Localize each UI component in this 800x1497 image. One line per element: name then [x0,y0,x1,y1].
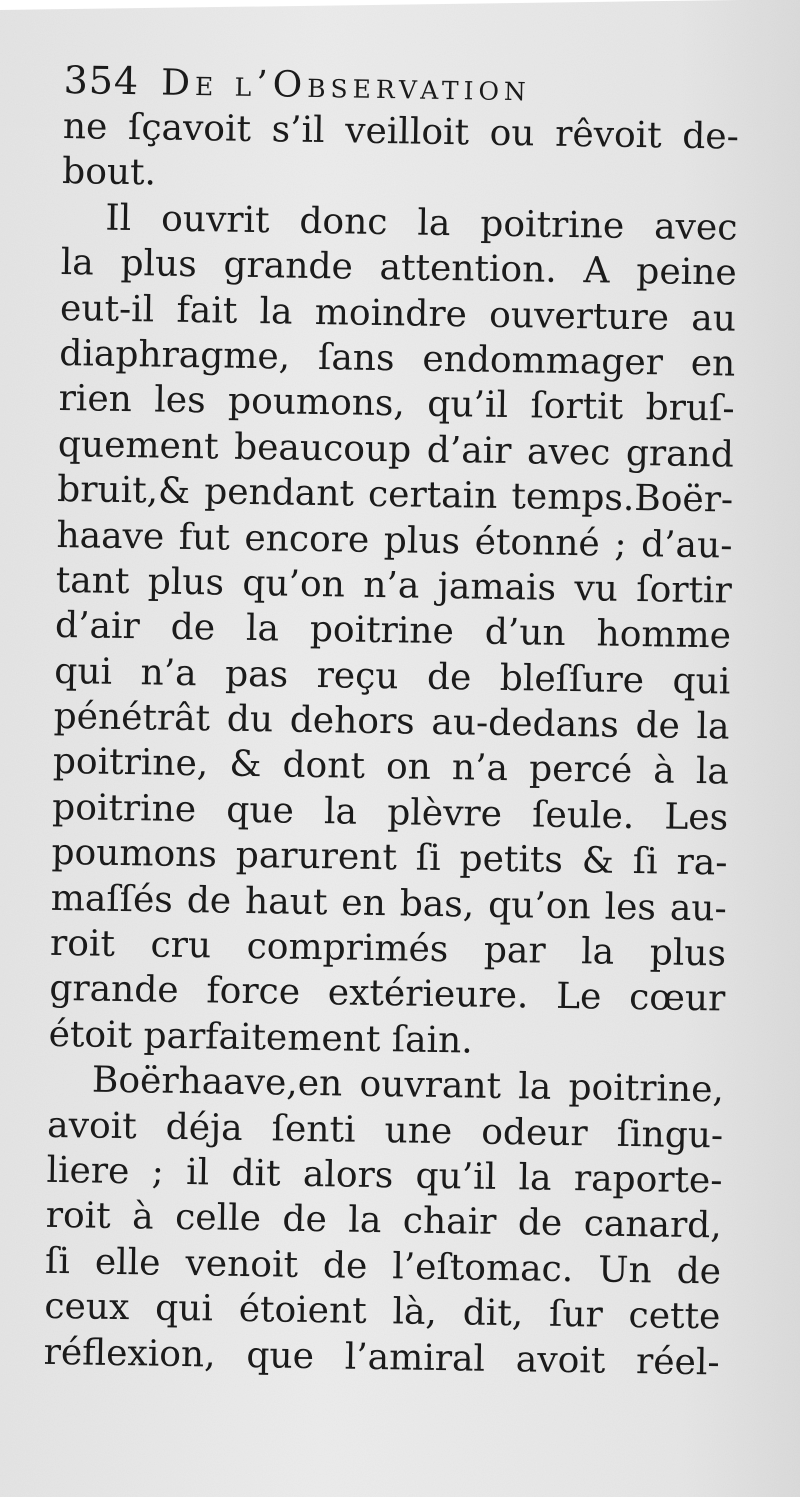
text-line: avoit déja ſenti une odeur ſingu- [46,1104,724,1157]
text-line: eut-il fait la moindre ouverture au [59,287,737,340]
text-line: maſſés de haut en bas, qu’on les au- [50,877,728,930]
text-line: rien les poumons, qu’il ſortit bruſ- [58,378,735,430]
text-line: haave fut encore plus étonné ; d’au- [56,514,733,567]
text-line: qui n’a pas reçu de bleſſure qui [54,650,731,703]
text-line: poitrine, & dont on n’a percé à la [52,741,730,793]
text-line: diaphragme, ſans endommager en [59,332,736,385]
text-line: ne ſçavoit s’il veilloit ou rêvoit de- [62,105,740,158]
text-line: ceux qui étoient là, dit, ſur cette [44,1286,721,1338]
text-line: bruit,& pendant certain temps.Boër- [56,469,734,521]
text-line: pénétrât du dehors au-dedans de la [53,695,730,748]
text-line: bout. [61,151,157,194]
text-line: réflexion, que l’amiral avoit réel- [43,1331,720,1384]
text-line: tant plus qu’on n’a jamais vu ſortir [55,559,733,612]
text-line: d’air de la poitrine d’un homme [54,605,732,657]
body-text [43,104,739,1385]
text-line: grande force extérieure. Le cœur [49,968,726,1020]
book-page-text [43,58,740,1385]
running-title: De l’Observation [160,62,532,110]
text-line: quement beaucoup d’air avec grand [57,423,735,476]
text-line: roit cru comprimés par la plus [49,922,727,975]
text-line: la plus grande attention. A peine [60,242,738,294]
page-number: 354 [63,58,140,104]
text-line: liere ; il dit alors qu’il la raporte- [46,1149,723,1202]
text-line: Boërhaave,en ouvrant la poitrine, [91,1059,725,1111]
text-line: Il ouvrit donc la poitrine avec [105,197,738,249]
text-line: poumons parurent ſi petits & ſi ra- [51,832,728,884]
text-line: ſi elle venoit de l’eſtomac. Un de [44,1240,722,1293]
text-line: poitrine que la plèvre ſeule. Les [51,786,729,839]
text-line: roit à celle de la chair de canard, [45,1195,723,1247]
text-line: étoit parfaitement ſain. [48,1013,474,1062]
